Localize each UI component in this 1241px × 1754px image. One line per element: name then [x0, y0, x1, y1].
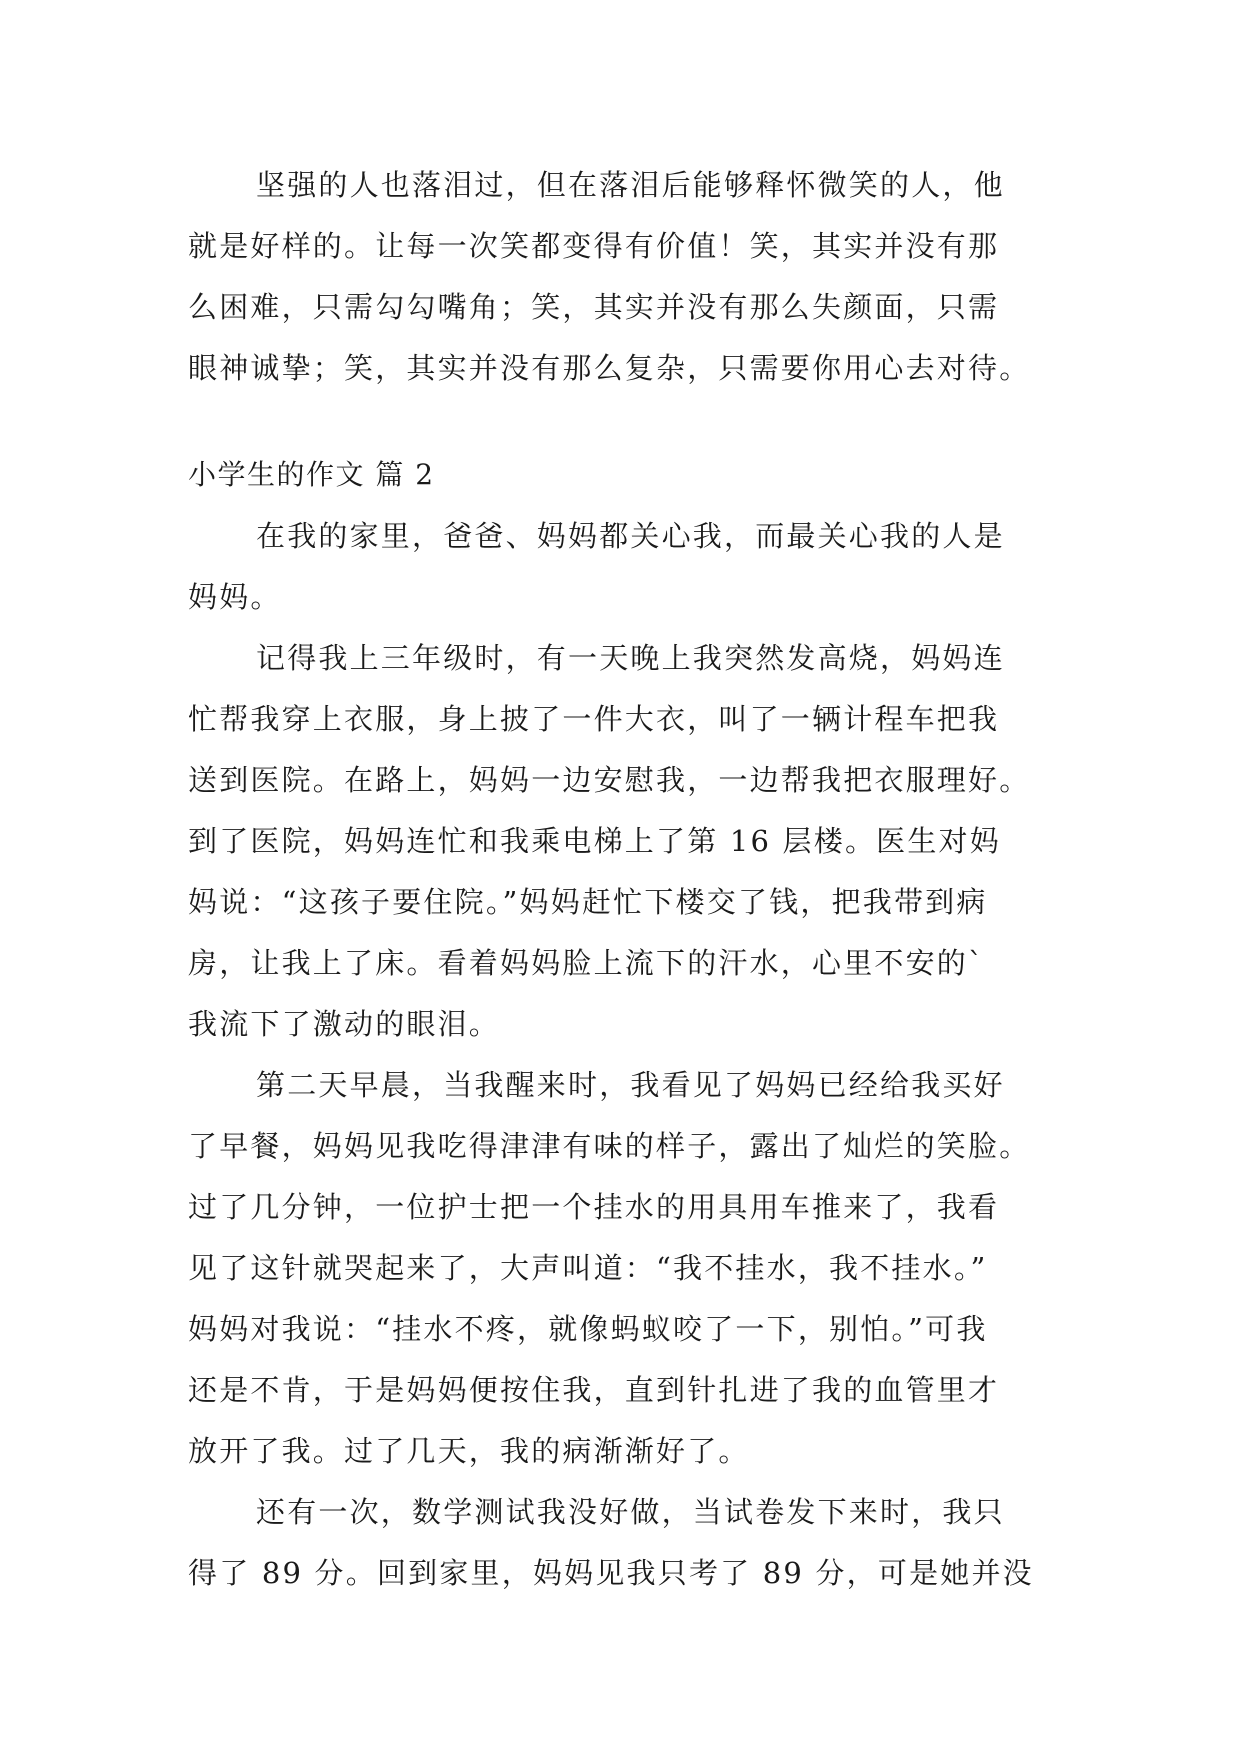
para1-line-1: 在我的家里，爸爸、妈妈都关心我，而最关心我的人是	[256, 519, 1005, 553]
intro-line-4: 眼神诚挚；笑，其实并没有那么复杂，只需要你用心去对待。	[188, 351, 1031, 385]
para4-line-2: 得了 89 分。回到家里，妈妈见我只考了 89 分，可是她并没	[188, 1556, 1034, 1590]
para2-line-2: 忙帮我穿上衣服，身上披了一件大衣，叫了一辆计程车把我	[188, 702, 1000, 736]
para3-line-4: 见了这针就哭起来了，大声叫道：“我不挂水，我不挂水。”	[188, 1251, 988, 1285]
para3-line-6: 还是不肯，于是妈妈便按住我，直到针扎进了我的血管里才	[188, 1373, 1000, 1407]
intro-line-2: 就是好样的。让每一次笑都变得有价值！笑，其实并没有那	[188, 229, 1000, 263]
para2-line-6: 房，让我上了床。看着妈妈脸上流下的汗水，心里不安的`	[188, 946, 985, 980]
para3-line-2: 了早餐，妈妈见我吃得津津有味的样子，露出了灿烂的笑脸。	[188, 1129, 1031, 1163]
intro-line-1: 坚强的人也落泪过，但在落泪后能够释怀微笑的人，他	[256, 168, 1005, 202]
para3-line-1: 第二天早晨，当我醒来时，我看见了妈妈已经给我买好	[256, 1068, 1005, 1102]
para2-line-4: 到了医院，妈妈连忙和我乘电梯上了第 16 层楼。医生对妈	[188, 824, 1001, 858]
para3-line-5: 妈妈对我说：“挂水不疼，就像蚂蚁咬了一下，别怕。”可我	[188, 1312, 988, 1346]
para3-line-3: 过了几分钟，一位护士把一个挂水的用具用车推来了，我看	[188, 1190, 1000, 1224]
para2-line-7: 我流下了激动的眼泪。	[188, 1007, 501, 1041]
para2-line-5: 妈说：“这孩子要住院。”妈妈赶忙下楼交了钱，把我带到病	[188, 885, 988, 919]
para4-line-1: 还有一次，数学测试我没好做，当试卷发下来时，我只	[256, 1495, 1005, 1529]
section-heading: 小学生的作文 篇 2	[188, 458, 435, 491]
para2-line-3: 送到医院。在路上，妈妈一边安慰我，一边帮我把衣服理好。	[188, 763, 1031, 797]
intro-line-3: 么困难，只需勾勾嘴角；笑，其实并没有那么失颜面，只需	[188, 290, 1000, 324]
para3-line-7: 放开了我。过了几天，我的病渐渐好了。	[188, 1434, 750, 1468]
para2-line-1: 记得我上三年级时，有一天晚上我突然发高烧，妈妈连	[256, 641, 1005, 675]
para1-line-2: 妈妈。	[188, 580, 282, 614]
